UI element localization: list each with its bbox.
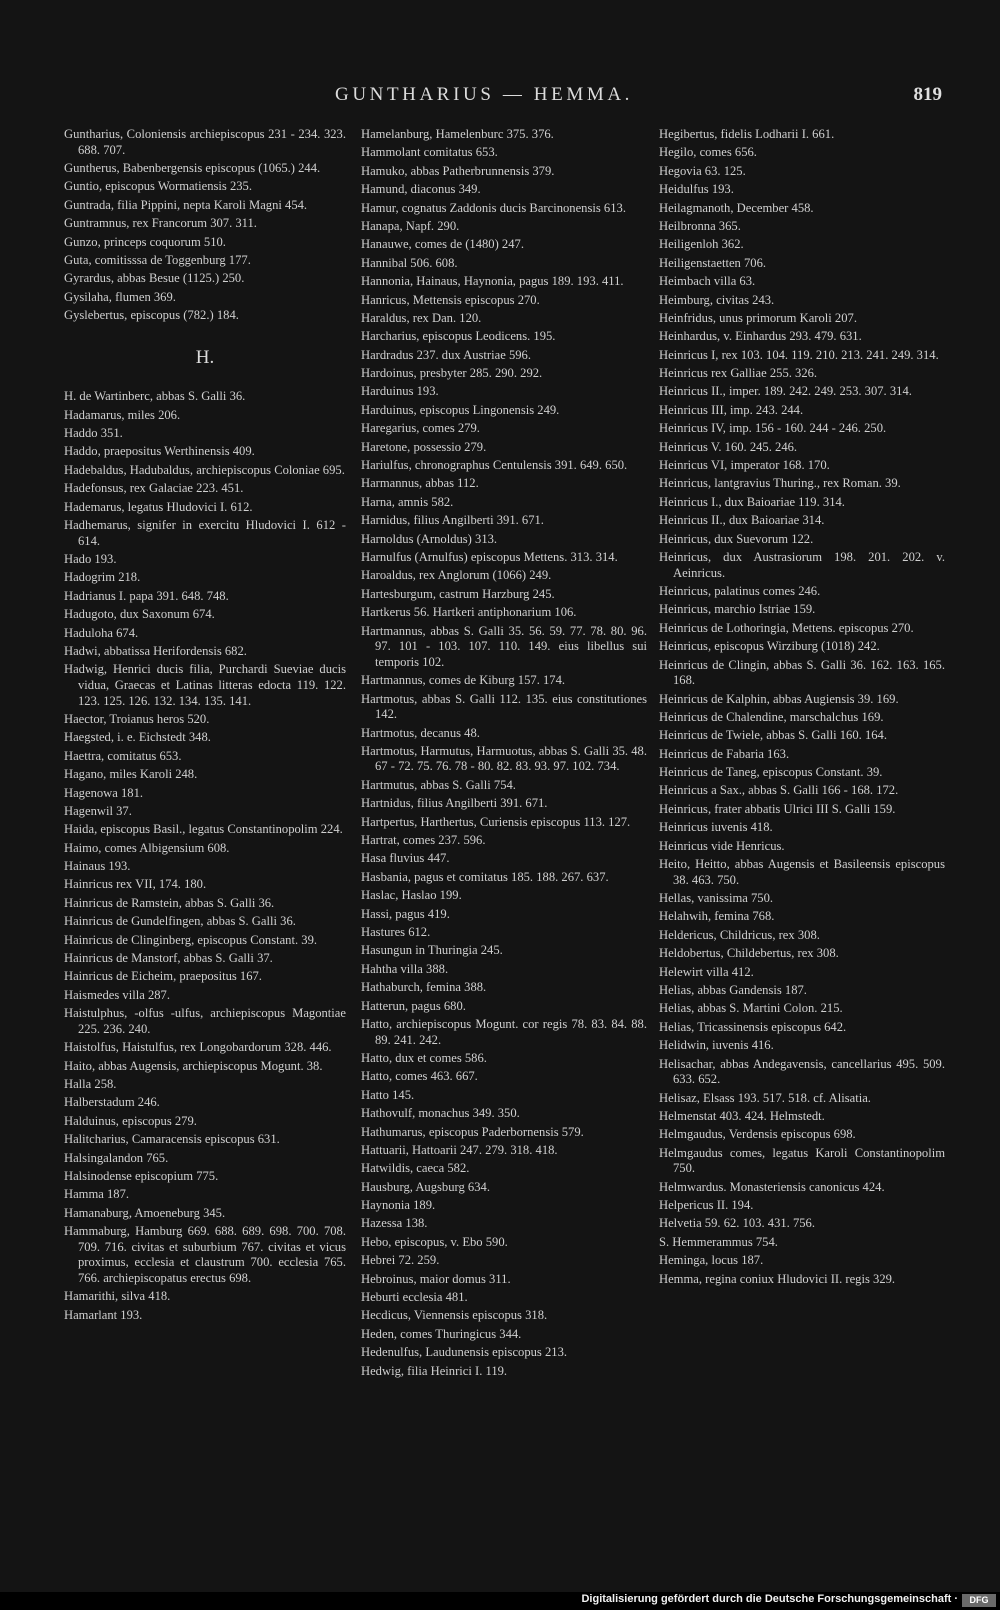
index-entry: Halsingalandon 765. (64, 1150, 169, 1165)
index-entry: Haegsted, i. e. Eichstedt 348. (64, 730, 211, 745)
index-entry: Hedenulfus, Laudunensis episcopus 213. (361, 1345, 568, 1360)
index-entry: Hasungun in Thuringia 245. (361, 943, 503, 958)
index-entry: Hartmannus, abbas S. Galli 35. 56. 59. 77. 78. 80. 96. 97. 101 - 103. 107. 110. 149. eius libellus sui temporis 102. (361, 623, 647, 669)
index-entry: Heinricus I, rex 103. 104. 119. 210. 213. 241. 249. 314. (659, 347, 939, 362)
index-entry: Heinricus iuvenis 418. (659, 820, 773, 835)
index-entry: Heinricus II., dux Baioariae 314. (659, 513, 825, 528)
index-entry: Hamuko, abbas Patherbrunnensis 379. (361, 163, 555, 178)
index-entry: Hathovulf, monachus 349. 350. (361, 1106, 520, 1121)
index-entry: Hadogrim 218. (64, 570, 141, 585)
index-entry: Helisaz, Elsass 193. 517. 518. cf. Alisatia. (659, 1090, 871, 1105)
index-entry: Hanauwe, comes de (1480) 247. (361, 237, 524, 252)
index-entry: Helewirt villa 412. (659, 964, 754, 979)
index-entry: Heminga, locus 187. (659, 1253, 764, 1268)
index-entry: Hahtha villa 388. (361, 961, 449, 976)
index-entry: Hatto 145. (361, 1087, 415, 1102)
index-entry: Gunzo, princeps coquorum 510. (64, 234, 226, 249)
index-column-3 (659, 127, 945, 1290)
index-entry: Hartnidus, filius Angilberti 391. 671. (361, 796, 548, 811)
index-entry: Hamarithi, silva 418. (64, 1289, 171, 1304)
index-entry: Helahwih, femina 768. (659, 909, 775, 924)
section-heading: H. (195, 346, 215, 368)
index-entry: Hattuarii, Hattoarii 247. 279. 318. 418. (361, 1142, 558, 1157)
index-entry: Heiligenstaetten 706. (659, 255, 767, 270)
running-title: GUNTHARIUS — HEMMA. (335, 84, 633, 105)
index-entry: Heilagmanoth, December 458. (659, 200, 814, 215)
index-entry: Guntherus, Babenbergensis episcopus (1065.) 244. (64, 160, 321, 175)
index-entry: Hamarlant 193. (64, 1307, 143, 1322)
index-entry: Hainricus de Clinginberg, episcopus Constant. 39. (64, 932, 318, 947)
index-entry: Heinricus IV, imp. 156 - 160. 244 - 246. 250. (659, 421, 887, 436)
index-entry: Hardradus 237. dux Austriae 596. (361, 347, 531, 362)
index-entry: Halitcharius, Camaracensis episcopus 631. (64, 1132, 280, 1147)
index-entry: Hainricus de Gundelfingen, abbas S. Galli 36. (64, 914, 296, 929)
index-entry: Heburti ecclesia 481. (361, 1290, 468, 1305)
index-entry: Hainricus de Manstorf, abbas S. Galli 37. (64, 951, 273, 966)
index-entry: Haroaldus, rex Anglorum (1066) 249. (361, 568, 552, 583)
index-entry: Haistolfus, Haistulfus, rex Longobardorum 328. 446. (64, 1040, 332, 1055)
index-entry: Guta, comitisssa de Toggenburg 177. (64, 252, 251, 267)
index-entry: Haynonia 189. (361, 1198, 436, 1213)
index-entry: Heimbach villa 63. (659, 274, 756, 289)
index-entry: Hartmannus, comes de Kiburg 157. 174. (361, 673, 566, 688)
index-entry: Hadefonsus, rex Galaciae 223. 451. (64, 481, 244, 496)
index-entry: Hamund, diaconus 349. (361, 182, 481, 197)
index-entry: Heinricus, dux Austrasiorum 198. 201. 202. v. Aeinricus. (659, 549, 945, 580)
index-entry: Hasbania, pagus et comitatus 185. 188. 267. 637. (361, 869, 609, 884)
index-entry: Heinricus, dux Suevorum 122. (659, 531, 814, 546)
index-entry: Haretone, possessio 279. (361, 439, 487, 454)
index-entry: Heito, Heitto, abbas Augensis et Basileensis episcopus 38. 463. 750. (659, 857, 945, 887)
index-entry: Haismedes villa 287. (64, 987, 170, 1002)
index-entry: Helias, abbas S. Martini Colon. 215. (659, 1001, 843, 1016)
index-entry: Haregarius, comes 279. (361, 421, 480, 436)
index-entry: Heimburg, civitas 243. (659, 292, 775, 307)
index-entry: Hariulfus, chronographus Centulensis 391. 649. 650. (361, 458, 628, 473)
index-entry: Harnulfus (Arnulfus) episcopus Mettens. 313. 314. (361, 549, 618, 564)
index-entry: Hamelanburg, Hamelenburc 375. 376. (361, 127, 554, 141)
index-entry: Hanapa, Napf. 290. (361, 218, 460, 233)
index-entry: Hadamarus, miles 206. (64, 407, 181, 422)
index-entry: S. Hemmerammus 754. (659, 1234, 778, 1249)
index-entry: Heinricus, palatinus comes 246. (659, 583, 821, 598)
index-entry: Hastures 612. (361, 925, 431, 939)
index-entry: Guntharius, Coloniensis archiepiscopus 231 - 234. 323. 688. 707. (64, 127, 346, 157)
index-entry: H. de Wartinberc, abbas S. Galli 36. (64, 389, 246, 404)
index-entry: Hanricus, Mettensis episcopus 270. (361, 292, 540, 307)
index-entry: Hadrianus I. papa 391. 648. 748. (64, 588, 229, 603)
index-entry: Hemma, regina coniux Hludovici II. regis 329. (659, 1271, 896, 1286)
index-entry: Haslac, Haslao 199. (361, 888, 462, 903)
index-entry: Harnidus, filius Angilberti 391. 671. (361, 513, 544, 528)
index-entry: Hamanaburg, Amoeneburg 345. (64, 1205, 226, 1220)
index-entry: Helmgaudus, Verdensis episcopus 698. (659, 1127, 856, 1142)
index-entry: Helmwardus. Monasteriensis canonicus 424. (659, 1179, 885, 1194)
index-entry: Hatto, archiepiscopus Mogunt. cor regis 78. 83. 84. 88. 89. 241. 242. (361, 1016, 647, 1047)
index-entry: Heinricus, lantgravius Thuring., rex Roman. 39. (659, 476, 901, 491)
index-entry: Heldericus, Childricus, rex 308. (659, 927, 820, 942)
index-entry: Harduinus, episcopus Lingonensis 249. (361, 402, 560, 417)
index-entry: Hartrat, comes 237. 596. (361, 833, 486, 848)
index-entry: Hado 193. (64, 552, 117, 567)
index-entry: Hasa fluvius 447. (361, 851, 450, 866)
index-entry: Hegovia 63. 125. (659, 163, 746, 178)
index-entry: Harcharius, episcopus Leodicens. 195. (361, 329, 556, 344)
index-entry: Heinricus de Fabaria 163. (659, 746, 790, 761)
index-entry: Hebroinus, maior domus 311. (361, 1271, 511, 1286)
index-entry: Heinricus V. 160. 245. 246. (659, 439, 798, 454)
index-entry: Helias, Tricassinensis episcopus 642. (659, 1019, 847, 1034)
index-entry: Heinfridus, unus primorum Karoli 207. (659, 310, 857, 325)
index-entry: Hassi, pagus 419. (361, 906, 450, 921)
index-entry: Hannibal 506. 608. (361, 255, 458, 270)
index-entry: Helmgaudus comes, legatus Karoli Constantinopolim 750. (659, 1145, 945, 1176)
index-entry: Heinricus I., dux Baioariae 119. 314. (659, 494, 845, 509)
index-entry: Haddo, praepositus Werthinensis 409. (64, 444, 255, 459)
index-entry: Hardoinus, presbyter 285. 290. 292. (361, 366, 543, 381)
index-entry: Heinricus VI, imperator 168. 170. (659, 458, 830, 473)
funding-credit: Digitalisierung gefördert durch die Deutsche Forschungsgemeinschaft · (581, 1593, 958, 1605)
index-entry: Hainricus rex VII, 174. 180. (64, 877, 207, 892)
page-number: 819 (913, 84, 942, 105)
index-entry: Hecdicus, Viennensis episcopus 318. (361, 1308, 548, 1323)
index-entry: Hagano, miles Karoli 248. (64, 767, 198, 782)
index-entry: Heinricus de Kalphin, abbas Augiensis 39. 169. (659, 691, 899, 706)
index-entry: Heinricus, marchio Istriae 159. (659, 602, 816, 617)
index-entry: Halduinus, episcopus 279. (64, 1113, 197, 1128)
index-entry: Hegilo, comes 656. (659, 145, 757, 160)
index-entry: Haddo 351. (64, 426, 123, 441)
index-column-2 (361, 127, 647, 1382)
index-entry: Hartesburgum, castrum Harzburg 245. (361, 586, 555, 601)
index-entry: Halberstadum 246. (64, 1095, 160, 1110)
index-entry: Heinricus, frater abbatis Ulrici III S. Galli 159. (659, 801, 896, 816)
index-entry: Gyrardus, abbas Besue (1125.) 250. (64, 271, 245, 286)
index-entry: Heilbronna 365. (659, 218, 741, 233)
index-entry: Hartmutus, abbas S. Galli 754. (361, 777, 516, 792)
index-entry: Hamur, cognatus Zaddonis ducis Barcinonensis 613. (361, 200, 626, 215)
index-entry: Heinricus de Lothoringia, Mettens. episcopus 270. (659, 620, 914, 635)
index-entry: Hartkerus 56. Hartkeri antiphonarium 106. (361, 605, 577, 620)
index-entry: Hebo, episcopus, v. Ebo 590. (361, 1234, 508, 1249)
index-entry: Hathaburch, femina 388. (361, 980, 487, 995)
index-entry: Heinricus de Chalendine, marschalchus 169. (659, 709, 884, 724)
index-entry: Haettra, comitatus 653. (64, 748, 182, 763)
index-entry: Heinricus II., imper. 189. 242. 249. 253. 307. 314. (659, 384, 912, 399)
index-entry: Heidulfus 193. (659, 182, 734, 197)
index-entry: Harduinus 193. (361, 384, 439, 399)
index-entry: Helidwin, iuvenis 416. (659, 1038, 774, 1053)
page-header (0, 84, 1000, 114)
index-entry: Haimo, comes Albigensium 608. (64, 840, 230, 855)
index-entry: Hebrei 72. 259. (361, 1253, 440, 1268)
index-entry: Harmannus, abbas 112. (361, 476, 479, 491)
index-entry: Hatwildis, caeca 582. (361, 1161, 470, 1176)
index-entry: Hagenwil 37. (64, 803, 132, 818)
index-entry: Hellas, vanissima 750. (659, 891, 774, 906)
index-entry: Guntrada, filia Pippini, nepta Karoli Magni 454. (64, 197, 308, 212)
footer-bar (0, 1592, 1000, 1610)
index-entry: Hegibertus, fidelis Lodharii I. 661. (659, 127, 835, 141)
index-entry: Guntio, episcopus Wormatiensis 235. (64, 179, 252, 194)
index-entry: Helmenstat 403. 424. Helmstedt. (659, 1108, 825, 1123)
index-entry: Hannonia, Hainaus, Haynonia, pagus 189. 193. 411. (361, 274, 624, 289)
index-entry: Hadebaldus, Hadubaldus, archiepiscopus Coloniae 695. (64, 462, 345, 477)
index-entry: Hatterun, pagus 680. (361, 998, 466, 1013)
index-entry: Hadugoto, dux Saxonum 674. (64, 607, 215, 622)
index-entry: Heinricus de Clingin, abbas S. Galli 36. 162. 163. 165. 168. (659, 657, 945, 688)
index-entry: Halsinodense episcopium 775. (64, 1168, 219, 1183)
index-entry: Gyslebertus, episcopus (782.) 184. (64, 308, 239, 323)
index-entry: Hadwig, Henrici ducis filia, Purchardi Sueviae ducis vidua, Graecas et Latinas litteras edocta 119. 122. 123. 125. 126. 132. 134. 135. 141. (64, 662, 346, 708)
index-entry: Hadwi, abbatissa Herifordensis 682. (64, 643, 247, 658)
index-entry: Guntramnus, rex Francorum 307. 311. (64, 216, 257, 231)
index-entry: Heinricus de Twiele, abbas S. Galli 160. 164. (659, 728, 887, 743)
index-entry: Heinricus de Taneg, episcopus Constant. 39. (659, 765, 883, 780)
index-entry: Hatto, comes 463. 667. (361, 1069, 478, 1084)
index-entry: Haida, episcopus Basil., legatus Constantinopolim 224. (64, 822, 343, 837)
index-entry: Helpericus II. 194. (659, 1198, 754, 1213)
index-entry: Helisachar, abbas Andegavensis, cancellarius 495. 509. 633. 652. (659, 1056, 945, 1087)
dfg-logo: DFG (962, 1594, 996, 1607)
index-entry: Haector, Troianus heros 520. (64, 711, 210, 726)
index-entry: Heinricus rex Galliae 255. 326. (659, 366, 818, 381)
index-entry: Hausburg, Augsburg 634. (361, 1179, 490, 1194)
index-entry: Gysilaha, flumen 369. (64, 289, 176, 304)
index-entry: Heldobertus, Childebertus, rex 308. (659, 946, 839, 961)
index-entry: Hamma 187. (64, 1187, 130, 1202)
index-entry: Hadhemarus, signifer in exercitu Hludovici I. 612 - 614. (64, 518, 346, 548)
index-entry: Haraldus, rex Dan. 120. (361, 310, 482, 325)
index-entry: Hedwig, filia Heinrici I. 119. (361, 1363, 508, 1378)
index-entry: Haito, abbas Augensis, archiepiscopus Mogunt. 38. (64, 1058, 323, 1073)
index-entry: Hathumarus, episcopus Paderbornensis 579. (361, 1124, 584, 1139)
index-entry: Hartmotus, decanus 48. (361, 725, 480, 740)
index-entry: Hainricus de Eicheim, praepositus 167. (64, 969, 262, 984)
index-entry: Harna, amnis 582. (361, 494, 454, 509)
index-entry: Helias, abbas Gandensis 187. (659, 982, 807, 997)
index-entry: Heinricus, episcopus Wirziburg (1018) 242. (659, 639, 880, 654)
index-entry: Heinricus III, imp. 243. 244. (659, 402, 804, 417)
index-entry: Hagenowa 181. (64, 785, 144, 800)
index-entry: Haduloha 674. (64, 625, 139, 640)
index-entry: Helvetia 59. 62. 103. 431. 756. (659, 1216, 816, 1231)
index-entry: Hainaus 193. (64, 859, 131, 874)
index-entry: Heiligenloh 362. (659, 237, 744, 252)
index-entry: Hammaburg, Hamburg 669. 688. 689. 698. 700. 708. 709. 716. civitas et suburbium 767. civitas et vicus proximus, ecclesia et claustrum 700. ecclesia 765. 766. archiepiscopatus erectus 698. (64, 1224, 346, 1285)
index-entry: Hammolant comitatus 653. (361, 145, 498, 160)
index-entry: Hartmotus, abbas S. Galli 112. 135. eius constitutiones 142. (361, 691, 647, 722)
index-entry: Hademarus, legatus Hludovici I. 612. (64, 499, 253, 514)
index-entry: Hainricus de Ramstein, abbas S. Galli 36. (64, 895, 275, 910)
index-entry: Heinhardus, v. Einhardus 293. 479. 631. (659, 329, 862, 344)
index-entry: Harnoldus (Arnoldus) 313. (361, 531, 498, 546)
index-entry: Hartmotus, Harmutus, Harmuotus, abbas S. Galli 35. 48. 67 - 72. 75. 76. 78 - 80. 82. 83. 93. 97. 102. 734. (361, 743, 647, 774)
index-entry: Heinricus a Sax., abbas S. Galli 166 - 168. 172. (659, 783, 899, 798)
index-entry: Heinricus vide Henricus. (659, 838, 785, 853)
index-entry: Halla 258. (64, 1076, 117, 1091)
index-column-1 (64, 127, 346, 1326)
index-entry: Haistulphus, -olfus -ulfus, archiepiscopus Magontiae 225. 236. 240. (64, 1006, 346, 1036)
index-entry: Heden, comes Thuringicus 344. (361, 1326, 522, 1341)
index-entry: Hatto, dux et comes 586. (361, 1050, 487, 1065)
index-entry: Hazessa 138. (361, 1216, 428, 1231)
index-entry: Hartpertus, Harthertus, Curiensis episcopus 113. 127. (361, 814, 631, 829)
